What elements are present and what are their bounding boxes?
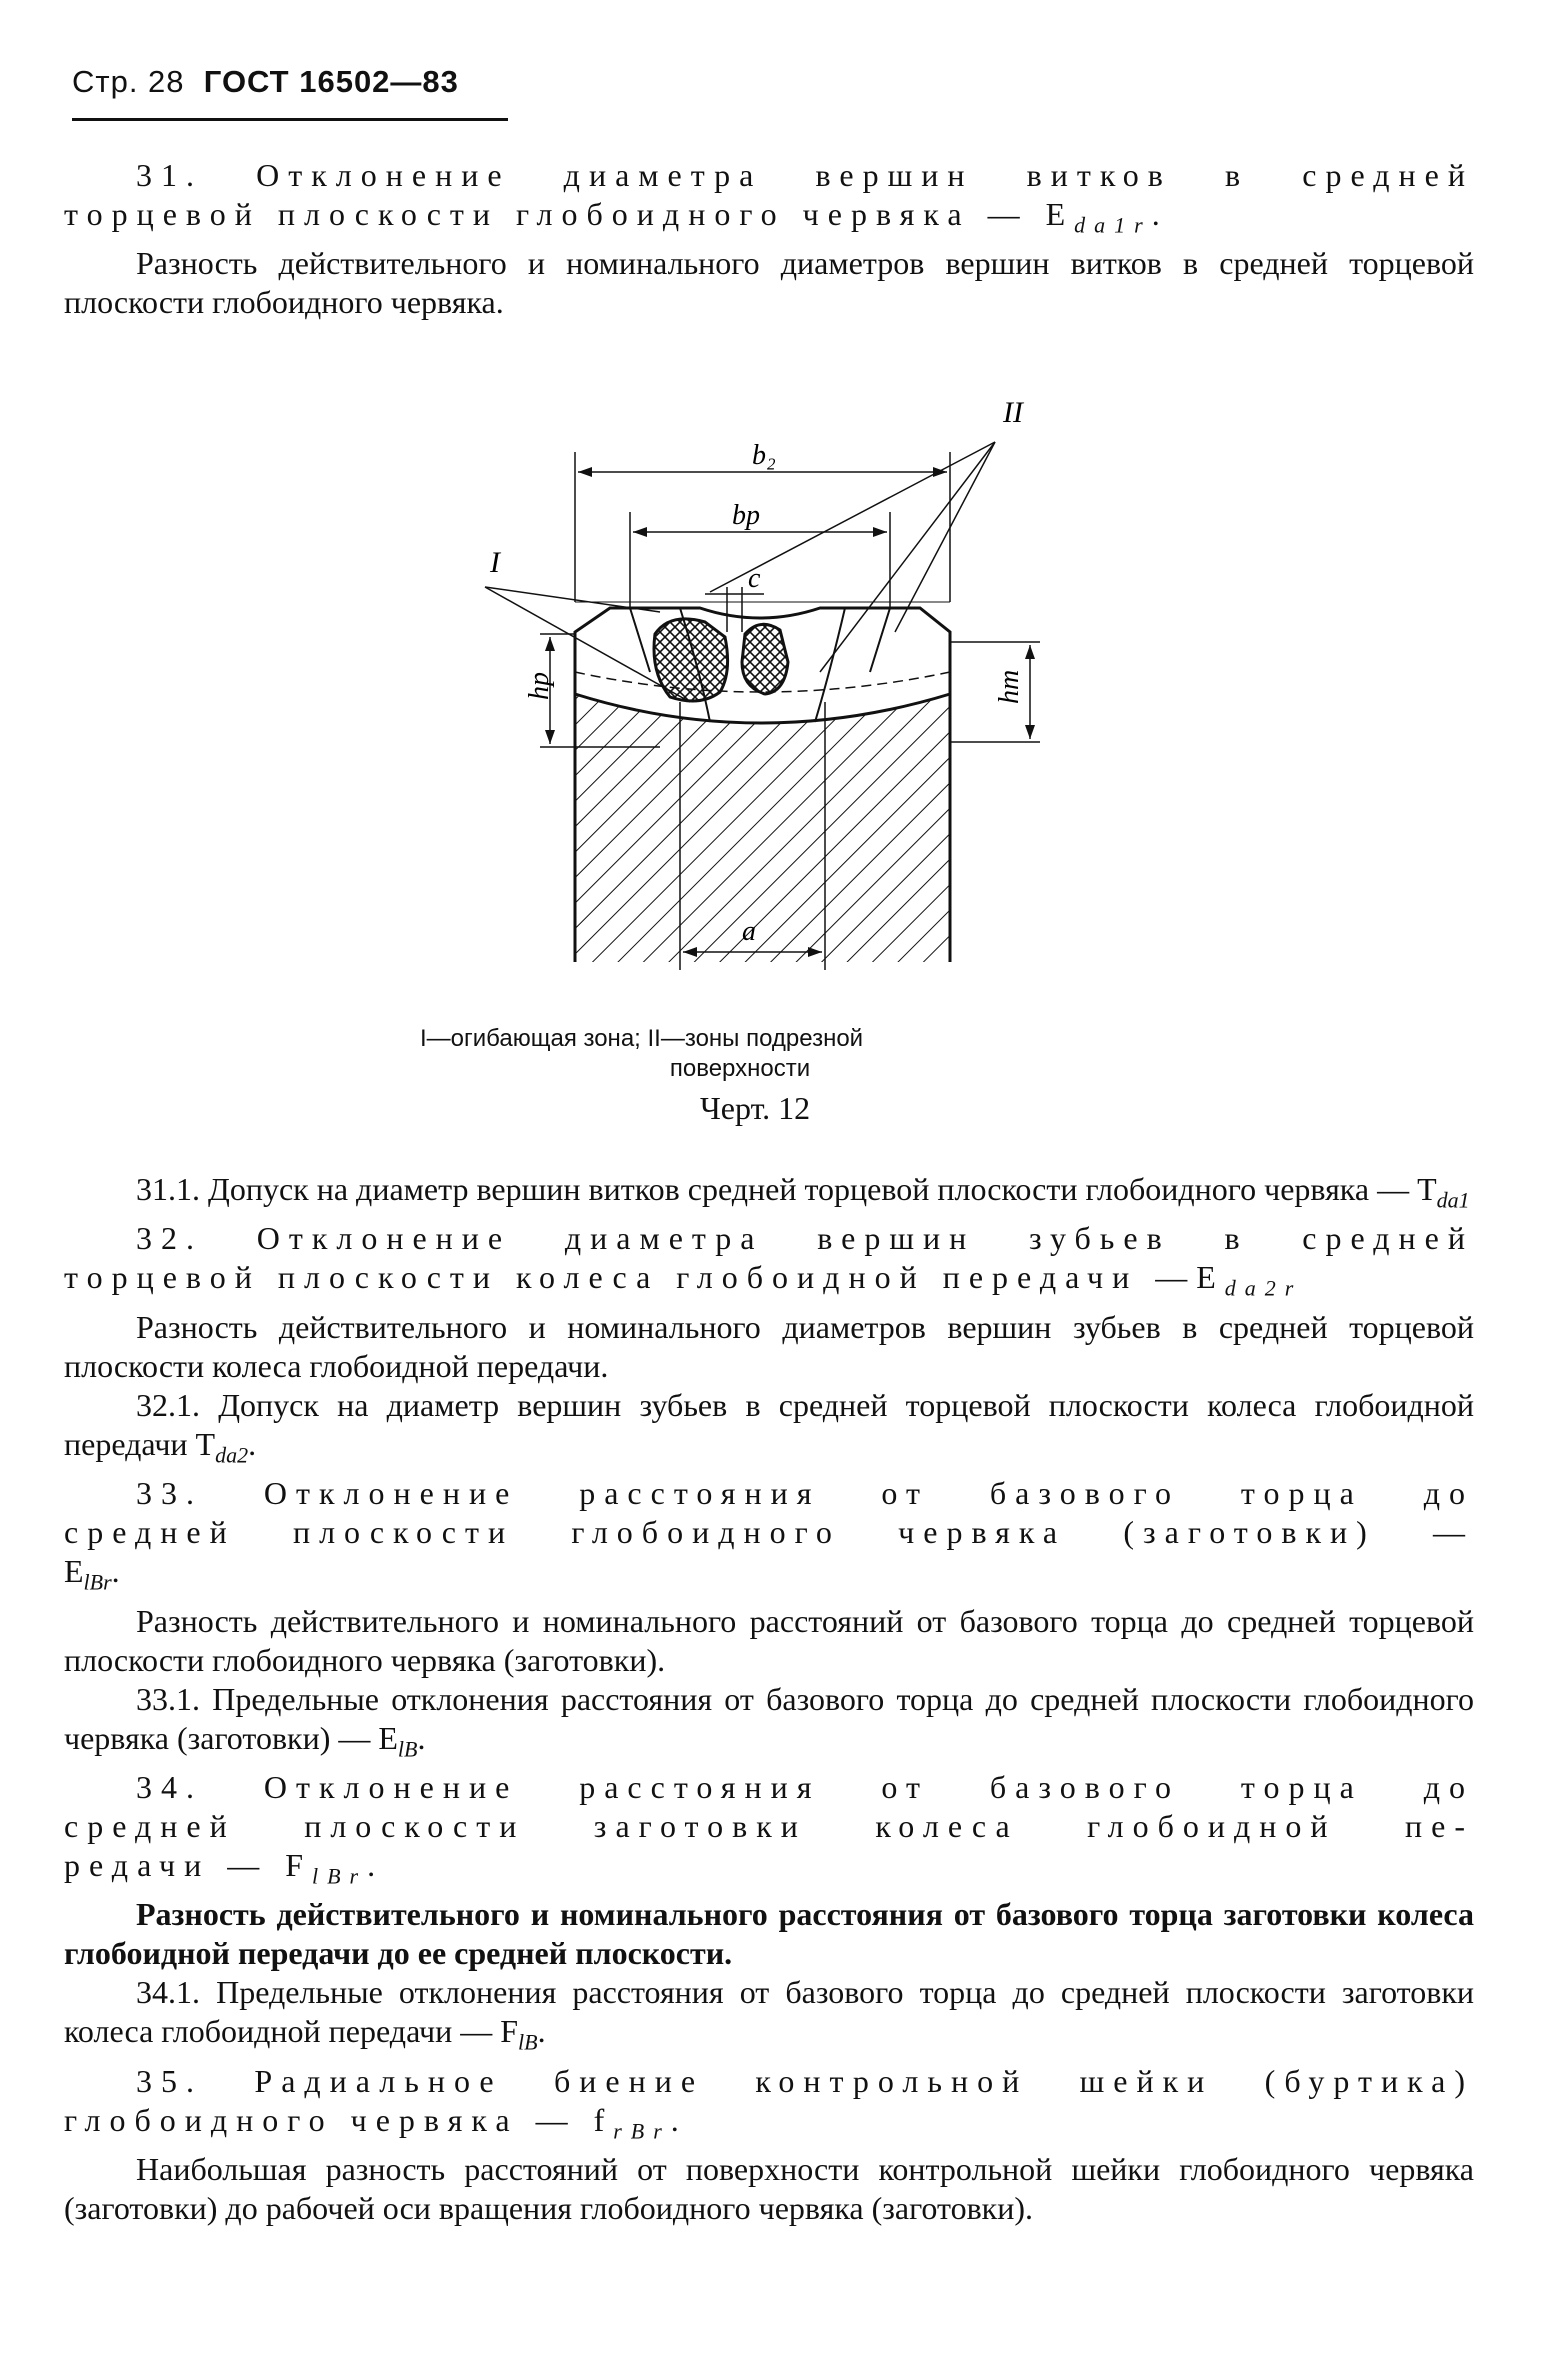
s35-title-line2: глобоидного червяка — $f_{rBr}$. xyxy=(64,2101,688,2144)
label-II: II xyxy=(1003,396,1023,429)
s33-title-text: E xyxy=(64,1553,84,1590)
label-c: c xyxy=(748,563,761,594)
worm-section-drawing xyxy=(490,372,1040,992)
s32-1: 32.1. Допуск на диаметр вершин зубьев в средней торцевой плоскости колеса глобоидной передачи $T_{da2}$. xyxy=(64,1386,1474,1468)
s33-title-line1: 33. Отклонение расстояния от базового торца до xyxy=(136,1475,1474,1512)
s34-1-sub: lB xyxy=(518,2029,538,2055)
s34-title-line3: редачи — $F_{lBr}$. xyxy=(64,1846,385,1889)
leader-II-2 xyxy=(820,442,995,672)
s35-body: Наибольшая разность расстояний от поверхности контрольной шейки глобоидного червяка (заготовки) до рабочей оси вращения глобоидного червяка (заготовки). xyxy=(64,2151,1474,2227)
section-31 xyxy=(64,156,1474,322)
s35-title-line1: 35. Радиальное биение контрольной шейки (буртика) xyxy=(136,2062,1474,2099)
s33-title-sub: lBr xyxy=(83,1569,112,1595)
figure-caption xyxy=(420,1024,1120,1084)
s34-body: Разность действительного и номинального расстояния от базового торца заготовки колеса глобоидной передачи до ее средней плоскости. xyxy=(64,1896,1474,1972)
caption-line2: поверхности xyxy=(669,1055,811,1082)
s34-title-sub: lBr xyxy=(312,1863,368,1889)
page-number: Стр. 28 xyxy=(72,64,185,99)
s33-title-line3: $E_{lBr}$. xyxy=(64,1553,120,1595)
label-hm: hm xyxy=(994,669,1025,704)
s34-1-text: 34.1. Предельные отклонения расстояния от базового торца до средней плоскости заготовки колеса глобоидной передачи — F xyxy=(64,1974,1474,2050)
standard-number: ГОСТ 16502—83 xyxy=(203,64,459,99)
label-b2: b₂ xyxy=(752,440,776,471)
s33-title-line2: средней плоскости глобоидного червяка (заготовки) — xyxy=(64,1514,1474,1551)
s35-title-sub: rBr xyxy=(613,2118,671,2144)
figure-number: Черт. 12 xyxy=(700,1090,811,1126)
s33-1: 33.1. Предельные отклонения расстояния от базового торца до средней плоскости глобоидного червяка (заготовки) — $E_{lB}$. xyxy=(64,1680,1474,1761)
s35-title-text: глобоидного червяка — f xyxy=(64,2101,614,2138)
s31-title-text: торцевой плоскости глобоидного червяка — E xyxy=(64,196,1075,232)
s32-body: Разность действительного и номинального диаметров вершин зубьев в средней торцевой плоскости колеса глобоидной передачи. xyxy=(64,1308,1474,1384)
label-bp: bp xyxy=(732,500,760,531)
s34-title-line1: 34. Отклонение расстояния от базового торца до xyxy=(136,1768,1474,1805)
s32-title-line1: 32. Отклонение диаметра вершин зубьев в средней xyxy=(136,1220,1474,1257)
hatched-body xyxy=(575,694,950,962)
s31-1 xyxy=(64,1170,1474,1219)
s32-1-text: 32.1. Допуск на диаметр вершин зубьев в средней торцевой плоскости колеса глобоидной передачи T xyxy=(64,1386,1474,1462)
worm-thread-right xyxy=(742,624,788,694)
s34-title-text: редачи — F xyxy=(64,1846,312,1883)
s31-1-sub: da1 xyxy=(1436,1187,1470,1213)
s34-title-line2: средней плоскости заготовки колеса глобоидной пе- xyxy=(64,1807,1474,1844)
label-I: I xyxy=(490,546,500,579)
page-header xyxy=(72,64,459,100)
sections-31-1-to-35 xyxy=(64,1170,1474,2228)
s31-title-line1: 31. Отклонение диаметра вершин витков в средней xyxy=(136,157,1474,193)
s31-title-line2: торцевой плоскости глобоидного червяка — $E_{da1r}$. xyxy=(64,196,1169,238)
caption-line1: I—огибающая зона; II—зоны подрезной xyxy=(420,1025,864,1052)
label-a: a xyxy=(742,916,756,947)
s31-1-text: 31.1. Допуск на диаметр вершин витков средней торцевой плоскости глобоидного червяка — T xyxy=(136,1171,1437,1207)
s33-1-sub: lB xyxy=(397,1735,418,1761)
s33-1-text: 33.1. Предельные отклонения расстояния от базового торца до средней плоскости глобоидного червяка (заготовки) — E xyxy=(64,1680,1474,1756)
s31-body: Разность действительного и номинального диаметров вершин витков в средней торцевой плоскости глобоидного червяка. xyxy=(64,245,1474,321)
s32-title-text: торцевой плоскости колеса глобоидной передачи —E xyxy=(64,1259,1225,1296)
s33-body: Разность действительного и номинального расстояний от базового торца до средней торцевой плоскости глобоидного червяка (заготовки). xyxy=(64,1602,1474,1678)
header-rule xyxy=(72,118,508,121)
s32-1-sub: da2 xyxy=(215,1442,249,1468)
s32-title-line2 xyxy=(64,1258,1474,1307)
s31-title-sub: da1r xyxy=(1074,212,1152,238)
label-hp: hp xyxy=(524,672,555,700)
leader-II-3 xyxy=(895,442,995,632)
leader-I-2 xyxy=(485,587,660,612)
s34-1: 34.1. Предельные отклонения расстояния от базового торца до средней плоскости заготовки колеса глобоидной передачи — $F_{lB}$. xyxy=(64,1974,1474,2055)
s32-title-sub: da2r xyxy=(1224,1275,1303,1301)
